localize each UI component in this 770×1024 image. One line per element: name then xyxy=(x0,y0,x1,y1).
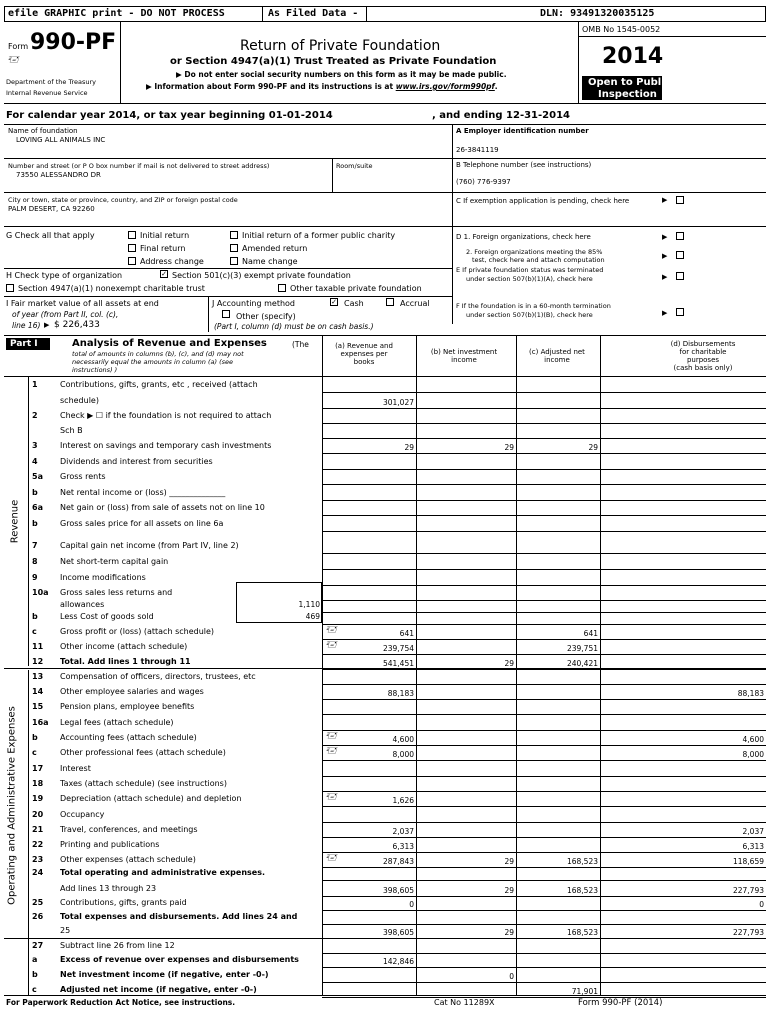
attachment-icon[interactable]: 🖅 xyxy=(326,625,338,635)
col-a-cell: 6,313 xyxy=(392,842,414,851)
line-description: Excess of revenue over expenses and disbursements xyxy=(60,955,299,964)
line-description: 25 xyxy=(60,926,71,935)
line-number: 12 xyxy=(32,657,44,666)
line-number: 27 xyxy=(32,941,44,950)
line-number: 16a xyxy=(32,718,49,727)
col-b-header xyxy=(416,348,512,364)
phone-label: B Telephone number (see instructions) xyxy=(456,161,592,169)
col-b-h2: income xyxy=(451,356,477,364)
section-divider xyxy=(4,668,766,669)
row-divider xyxy=(322,967,766,968)
line-description: Total operating and administrative expenses. xyxy=(60,868,265,877)
row-divider xyxy=(322,553,766,554)
tax-year: 2014 xyxy=(602,44,664,69)
col-b-cell: 29 xyxy=(504,857,514,866)
row-divider xyxy=(322,654,766,655)
h-4947-label: Section 4947(a)(1) nonexempt charitable trust xyxy=(18,284,205,293)
line-number: b xyxy=(32,519,38,528)
line-number: 5a xyxy=(32,472,43,481)
row-divider xyxy=(322,910,766,911)
col-b-cell: 29 xyxy=(504,928,514,937)
line-number: 18 xyxy=(32,779,44,788)
part1-desc1: total of amounts in columns (b), (c), and (d) may not xyxy=(72,350,244,358)
line-description: Gross sales less returns and xyxy=(60,588,173,597)
attachment-icon[interactable]: 🖅 xyxy=(326,731,338,741)
ein-value: 26-3841119 xyxy=(456,146,499,154)
footer-cat: Cat No 11289X xyxy=(434,998,495,1007)
attachment-icon[interactable]: 🖅 xyxy=(326,792,338,802)
info-note-end: . xyxy=(494,82,498,91)
form-number: 990-PF xyxy=(30,30,117,55)
row-divider xyxy=(322,600,766,601)
line-number: 1 xyxy=(32,380,38,389)
col-d-cell: 2,037 xyxy=(742,827,764,836)
attachment-icon[interactable]: 🖅 xyxy=(326,640,338,650)
city-value: PALM DESERT, CA 92260 xyxy=(8,205,95,213)
c-label: C If exemption application is pending, check here xyxy=(456,197,630,205)
city-label: City or town, state or province, country, and ZIP or foreign postal code xyxy=(8,196,238,204)
row-divider xyxy=(322,776,766,777)
form-title: Return of Private Foundation xyxy=(240,38,441,54)
line-description: Contributions, gifts, grants paid xyxy=(60,898,187,907)
f-checkbox[interactable] xyxy=(676,308,684,316)
line-number: 9 xyxy=(32,573,38,582)
col-a-cell: 287,843 xyxy=(382,857,414,866)
privacy-note: ▶ Do not enter social security numbers on this form as it may be made public. xyxy=(176,70,507,79)
col-d-cell: 0 xyxy=(759,900,764,909)
line-number: 6a xyxy=(32,503,43,512)
fmv-amount: $ 226,433 xyxy=(54,320,100,330)
initial-return-former-label: Initial return of a former public charity xyxy=(242,231,396,240)
col-a-cell: 8,000 xyxy=(392,750,414,759)
amended-return-label: Amended return xyxy=(242,244,308,253)
i-label-2: of year (from Part II, col. (c), xyxy=(12,310,119,319)
row-divider xyxy=(322,392,766,393)
info-note: ▶ Information about Form 990-PF and its instructions is at www.irs.gov/form990pf. xyxy=(146,82,498,91)
h-label: H Check type of organization xyxy=(6,271,123,280)
line-number: 24 xyxy=(32,868,44,877)
part1-title-paren: (The xyxy=(292,340,309,349)
h-other-checkbox[interactable] xyxy=(278,284,286,292)
row-divider xyxy=(322,624,766,625)
d2-label-b: test, check here and attach computation xyxy=(472,256,605,264)
col-b-cell: 0 xyxy=(509,972,514,981)
d2-label-a: 2. Foreign organizations meeting the 85% xyxy=(466,248,603,256)
col-d-h3: purposes xyxy=(686,356,720,364)
row-divider xyxy=(322,423,766,424)
e-label-b: under section 507(b)(1)(A), check here xyxy=(466,275,593,283)
line-number: 23 xyxy=(32,855,44,864)
line-number: 8 xyxy=(32,557,38,566)
col-a-cell: 1,626 xyxy=(392,796,414,805)
line-number: b xyxy=(32,733,38,742)
accrual-label: Accrual xyxy=(400,299,430,308)
line-number: b xyxy=(32,488,38,497)
col-c-header xyxy=(516,348,598,364)
col-b-cell: 29 xyxy=(504,659,514,668)
attachment-icon[interactable]: 🖅 xyxy=(326,853,338,863)
line-description: Gross rents xyxy=(60,472,106,481)
phone-value: (760) 776-9397 xyxy=(456,178,511,186)
row-divider xyxy=(322,745,766,746)
line-description: Other expenses (attach schedule) xyxy=(60,855,196,864)
i-label-3: line 16) xyxy=(12,321,41,330)
col-d-cell: 227,793 xyxy=(732,928,764,937)
line-number: 22 xyxy=(32,840,44,849)
row-divider xyxy=(322,684,766,685)
line-description: Capital gain net income (from Part IV, line 2) xyxy=(60,541,239,550)
line-description: Gross profit or (loss) (attach schedule) xyxy=(60,627,215,636)
col-c-cell: 641 xyxy=(583,629,598,638)
line-description: Total expenses and disbursements. Add lines 24 and xyxy=(60,912,298,921)
col-b-h1: (b) Net investment xyxy=(430,348,498,356)
form-subtitle: or Section 4947(a)(1) Trust Treated as Private Foundation xyxy=(170,56,497,67)
omb-number: OMB No 1545-0052 xyxy=(582,25,661,34)
line-description: Contributions, gifts, grants, etc , received (attach xyxy=(60,380,258,389)
line-description: Adjusted net income (if negative, enter -0-) xyxy=(60,985,257,994)
col-b-cell: 29 xyxy=(504,443,514,452)
ein-label: A Employer identification number xyxy=(456,127,589,135)
d1-checkbox[interactable] xyxy=(676,232,684,240)
part1-desc3: instructions) ) xyxy=(72,366,118,374)
initial-return-label: Initial return xyxy=(140,231,190,240)
dept-line1: Department of the Treasury xyxy=(6,78,97,86)
open-to-public: Open to Public xyxy=(588,77,671,88)
col-d-cell: 88,183 xyxy=(737,689,764,698)
info-note-text: Information about Form 990-PF and its instructions is at xyxy=(154,82,394,91)
col-a-cell: 88,183 xyxy=(387,689,414,698)
row-divider xyxy=(322,896,766,897)
line-number: a xyxy=(32,955,38,964)
d1-label: D 1. Foreign organizations, check here xyxy=(456,233,591,241)
col-a-cell: 398,605 xyxy=(382,886,414,895)
part1-tag: Part I xyxy=(10,339,38,349)
line-description: Legal fees (attach schedule) xyxy=(60,718,174,727)
row-divider xyxy=(322,699,766,700)
c-arrow-icon: ▶ xyxy=(662,196,668,204)
col-d-cell: 4,600 xyxy=(742,735,764,744)
col-a-cell: 301,027 xyxy=(382,398,414,407)
line-description: Other professional fees (attach schedule) xyxy=(60,748,226,757)
col-a-cell: 398,605 xyxy=(382,928,414,937)
line-number: 13 xyxy=(32,672,44,681)
g-label: G Check all that apply xyxy=(6,231,95,240)
line-number: 11 xyxy=(32,642,44,651)
f-arrow-icon: ▶ xyxy=(662,309,668,317)
line10-inner-value: 469 xyxy=(305,612,320,621)
initial-return-checkbox[interactable] xyxy=(128,231,136,239)
row-divider xyxy=(322,791,766,792)
cash-label: Cash xyxy=(344,299,364,308)
calendar-ending: , and ending 12-31-2014 xyxy=(432,110,570,121)
line-number: 20 xyxy=(32,810,44,819)
col-a-cell: 4,600 xyxy=(392,735,414,744)
dln: DLN: 93491320035125 xyxy=(540,8,655,19)
line-description: Depreciation (attach schedule) and depletion xyxy=(60,794,242,803)
h-other-label: Other taxable private foundation xyxy=(290,284,422,293)
col-c-h1: (c) Adjusted net xyxy=(529,348,585,356)
row-divider xyxy=(322,669,766,670)
col-a-cell: 142,846 xyxy=(382,957,414,966)
row-divider xyxy=(322,408,766,409)
efile-label: efile GRAPHIC print - DO NOT PROCESS xyxy=(8,8,225,19)
line-description: Net gain or (loss) from sale of assets not on line 10 xyxy=(60,503,265,512)
col-d-cell: 118,659 xyxy=(732,857,764,866)
line-number: 14 xyxy=(32,687,44,696)
row-divider xyxy=(322,531,766,532)
row-divider xyxy=(322,639,766,640)
line-description: Accounting fees (attach schedule) xyxy=(60,733,197,742)
section-divider xyxy=(4,938,766,939)
line-description: Sch B xyxy=(60,426,83,435)
line-number: c xyxy=(32,985,37,994)
row-divider xyxy=(322,469,766,470)
row-divider xyxy=(322,585,766,586)
h-4947-checkbox[interactable] xyxy=(6,284,14,292)
row-divider xyxy=(322,997,766,998)
row-divider xyxy=(322,612,766,613)
col-c-cell: 168,523 xyxy=(566,886,598,895)
initial-return-former-checkbox[interactable] xyxy=(230,231,238,239)
col-a-h3: books xyxy=(353,358,375,366)
line-description: Net investment income (if negative, enter -0-) xyxy=(60,970,269,979)
d2-arrow-icon: ▶ xyxy=(662,252,668,260)
col-a-h1: (a) Revenue and xyxy=(335,342,393,350)
line-number: b xyxy=(32,970,38,979)
line-description: schedule) xyxy=(60,396,99,405)
col-c-h2: income xyxy=(544,356,570,364)
room-label: Room/suite xyxy=(336,162,373,170)
inspection: Inspection xyxy=(598,89,657,100)
line-description: Occupancy xyxy=(60,810,105,819)
row-divider xyxy=(322,484,766,485)
col-a-cell: 541,451 xyxy=(382,659,414,668)
line-description: Gross sales price for all assets on line 6a xyxy=(60,519,224,528)
line-description: Interest on savings and temporary cash investments xyxy=(60,441,272,450)
row-divider xyxy=(322,760,766,761)
f-label-a: F If the foundation is in a 60-month termination xyxy=(456,302,611,310)
col-d-header xyxy=(600,340,766,372)
name-change-label: Name change xyxy=(242,257,298,266)
row-divider xyxy=(322,924,766,925)
row-divider xyxy=(322,453,766,454)
row-divider xyxy=(322,852,766,853)
col-a-header xyxy=(322,342,406,366)
line-number: 17 xyxy=(32,764,44,773)
revenue-side-label: Revenue xyxy=(9,499,21,544)
part1-desc2: necessarily equal the amounts in column (a) (see xyxy=(72,358,234,366)
line10-inner-value: 1,110 xyxy=(298,600,320,609)
col-d-cell: 8,000 xyxy=(742,750,764,759)
name-change-checkbox[interactable] xyxy=(230,257,238,265)
col-d-cell: 6,313 xyxy=(742,842,764,851)
calendar-year: For calendar year 2014, or tax year beginning 01-01-2014 xyxy=(6,110,333,121)
c-checkbox[interactable] xyxy=(676,196,684,204)
line-description: Interest xyxy=(60,764,91,773)
name-label: Name of foundation xyxy=(8,127,78,135)
line-number: 7 xyxy=(32,541,38,550)
col-a-cell: 2,037 xyxy=(392,827,414,836)
street-label: Number and street (or P O box number if mail is not delivered to street address) xyxy=(8,162,270,170)
row-divider xyxy=(322,982,766,983)
line-description: Compensation of officers, directors, trustees, etc xyxy=(60,672,256,681)
accrual-checkbox[interactable] xyxy=(386,298,394,306)
col-a-cell: 29 xyxy=(404,443,414,452)
d1-arrow-icon: ▶ xyxy=(662,233,668,241)
row-divider xyxy=(322,880,766,881)
line-description: allowances xyxy=(60,600,105,609)
line-number: 19 xyxy=(32,794,44,803)
row-divider xyxy=(322,438,766,439)
f-label-b: under section 507(b)(1)(B), check here xyxy=(466,311,593,319)
col-c-cell: 168,523 xyxy=(566,928,598,937)
line-number: 4 xyxy=(32,457,38,466)
i-label-1: I Fair market value of all assets at end xyxy=(6,299,159,308)
col-a-cell: 239,754 xyxy=(382,644,414,653)
other-method-checkbox[interactable] xyxy=(222,310,230,318)
row-divider xyxy=(322,730,766,731)
line-number: 25 xyxy=(32,898,44,907)
footer-paperwork: For Paperwork Reduction Act Notice, see instructions. xyxy=(6,998,236,1007)
final-return-checkbox[interactable] xyxy=(128,244,136,252)
form-prefix: Form xyxy=(8,42,29,51)
col-a-cell: 641 xyxy=(399,629,414,638)
col-c-cell: 29 xyxy=(588,443,598,452)
foundation-name: LOVING ALL ANIMALS INC xyxy=(16,136,106,144)
e-arrow-icon: ▶ xyxy=(662,273,668,281)
col-a-h2: expenses per xyxy=(340,350,388,358)
line-description: Taxes (attach schedule) (see instructions) xyxy=(60,779,227,788)
row-divider xyxy=(322,569,766,570)
line-number: 2 xyxy=(32,411,38,420)
row-divider xyxy=(322,714,766,715)
attachment-icon[interactable]: 🖅 xyxy=(326,746,338,756)
row-divider xyxy=(322,822,766,823)
line-number: c xyxy=(32,627,37,636)
address-change-checkbox[interactable] xyxy=(128,257,136,265)
line-description: Total. Add lines 1 through 11 xyxy=(60,657,191,666)
expenses-side-label: Operating and Administrative Expenses xyxy=(6,706,18,905)
line-number: 3 xyxy=(32,441,38,450)
line-description: Other income (attach schedule) xyxy=(60,642,188,651)
col-d-h2: for charitable xyxy=(679,348,727,356)
final-return-label: Final return xyxy=(140,244,186,253)
col-d-h4: (cash basis only) xyxy=(673,364,733,372)
part1-title: Analysis of Revenue and Expenses xyxy=(72,338,267,349)
row-divider xyxy=(322,953,766,954)
street-value: 73550 ALESSANDRO DR xyxy=(16,171,101,179)
col-d-h1: (d) Disbursements xyxy=(670,340,736,348)
line-number: 26 xyxy=(32,912,44,921)
d2-checkbox[interactable] xyxy=(676,251,684,259)
col-c-cell: 71,901 xyxy=(571,987,598,996)
row-divider xyxy=(322,837,766,838)
h-501c3-label: Section 501(c)(3) exempt private foundation xyxy=(172,271,351,280)
cash-basis-note: (Part I, column (d) must be on cash basis.) xyxy=(214,322,374,331)
address-change-label: Address change xyxy=(140,257,204,266)
col-c-cell: 240,421 xyxy=(566,659,598,668)
col-c-cell: 239,751 xyxy=(566,644,598,653)
privacy-note-text: Do not enter social security numbers on this form as it may be made public. xyxy=(184,70,507,79)
line-number: 15 xyxy=(32,702,44,711)
line-description: Check ▶ ☐ if the foundation is not required to attach xyxy=(60,411,272,420)
line-description: Dividends and interest from securities xyxy=(60,457,213,466)
col-b-cell: 29 xyxy=(504,886,514,895)
line-description: Net rental income or (loss) ______________ xyxy=(60,488,226,497)
col-c-cell: 168,523 xyxy=(566,857,598,866)
line-description: Add lines 13 through 23 xyxy=(60,884,157,893)
i-arrow-icon: ▶ xyxy=(44,321,50,329)
line-description: Travel, conferences, and meetings xyxy=(60,825,198,834)
line-number: 10a xyxy=(32,588,49,597)
line-description: Income modifications xyxy=(60,573,146,582)
line-description: Subtract line 26 from line 12 xyxy=(60,941,175,950)
attachment-icon[interactable]: 🖅 xyxy=(8,55,20,65)
col-d-cell: 227,793 xyxy=(732,886,764,895)
line-number: 21 xyxy=(32,825,44,834)
line-description: Net short-term capital gain xyxy=(60,557,169,566)
line-description: Pension plans, employee benefits xyxy=(60,702,195,711)
other-method-label: Other (specify) xyxy=(236,312,296,321)
row-divider xyxy=(322,806,766,807)
e-checkbox[interactable] xyxy=(676,272,684,280)
footer-form: Form 990-PF (2014) xyxy=(578,998,663,1008)
line-description: Printing and publications xyxy=(60,840,160,849)
line-number: b xyxy=(32,612,38,621)
line-description: Less Cost of goods sold xyxy=(60,612,154,621)
line-description: Other employee salaries and wages xyxy=(60,687,204,696)
irs-link[interactable]: www.irs.gov/form990pf xyxy=(395,82,495,91)
row-divider xyxy=(322,500,766,501)
amended-return-checkbox[interactable] xyxy=(230,244,238,252)
row-divider xyxy=(322,515,766,516)
j-label: J Accounting method xyxy=(212,299,296,308)
e-label-a: E If private foundation status was terminated xyxy=(456,266,604,274)
cash-checkbox[interactable]: ✓ xyxy=(331,298,337,306)
as-filed-label: As Filed Data - xyxy=(268,8,359,19)
row-divider xyxy=(322,867,766,868)
line-number: c xyxy=(32,748,37,757)
col-a-cell: 0 xyxy=(409,900,414,909)
h-501c3-checkbox[interactable]: ✓ xyxy=(161,270,167,278)
dept-line2: Internal Revenue Service xyxy=(6,89,88,97)
